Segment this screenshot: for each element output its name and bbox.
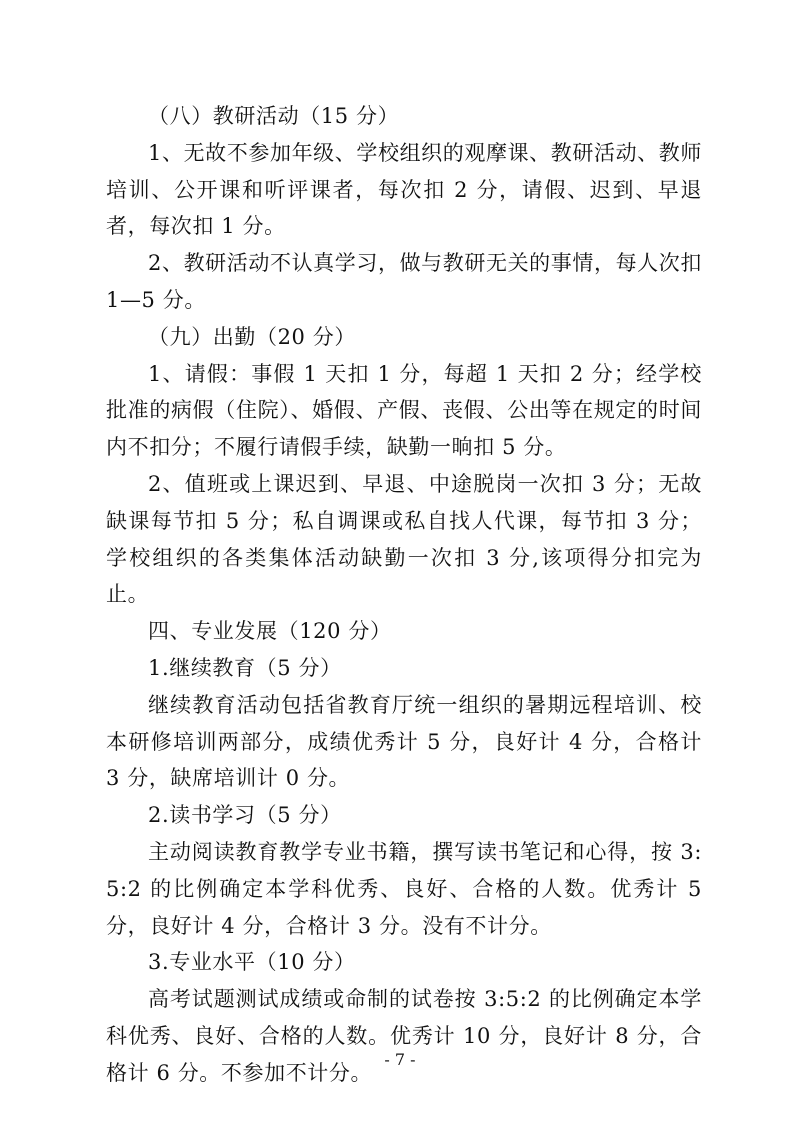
- page-number: - 7 -: [384, 1050, 416, 1069]
- paragraph-research-rule-2: 2、教研活动不认真学习，做与教研无关的事情，每人次扣 1—5 分。: [106, 251, 702, 312]
- paragraph-attendance-rule-2: 2、值班或上课迟到、早退、中途脱岗一次扣 3 分；无故缺课每节扣 5 分；私自调课或私自找人代课，每节扣 3 分；学校组织的各类集体活动缺勤一次扣 3 分,该项得分扣完为止。: [106, 471, 702, 607]
- section-heading-professional-development: 四、专业发展（120 分）: [148, 619, 392, 644]
- subheading-continuing-education: 1.继续教育（5 分）: [148, 655, 342, 680]
- section-heading-teaching-research: （八）教研活动（15 分）: [148, 104, 400, 128]
- paragraph-reading-study: 主动阅读教育教学专业书籍，撰写读书笔记和心得，按 3:5:2 的比例确定本学科优秀、良好、合格的人数。优秀计 5 分，良好计 4 分，合格计 3 分。没有不计分。: [106, 839, 702, 938]
- section-heading-attendance: （九）出勤（20 分）: [148, 324, 356, 349]
- paragraph-research-rule-1: 1、无故不参加年级、学校组织的观摩课、教研活动、教师培训、公开课和听评课者，每次扣 2 分，请假、迟到、早退者，每次扣 1 分。: [106, 140, 702, 239]
- paragraph-attendance-rule-1: 1、请假：事假 1 天扣 1 分，每超 1 天扣 2 分；经学校批准的病假（住院）、婚假、产假、丧假、公出等在规定的时间内不扣分；不履行请假手续，缺勤一晌扣 5 分。: [106, 361, 702, 460]
- subheading-professional-level: 3.专业水平（10 分）: [148, 950, 356, 975]
- document-body: [106, 98, 702, 1092]
- paragraph-professional-level: 高考试题测试成绩或命制的试卷按 3:5:2 的比例确定本学科优秀、良好、合格的人数。优秀计 10 分，良好计 8 分，合格计 6 分。不参加不计分。: [106, 987, 702, 1085]
- subheading-reading-study: 2.读书学习（5 分）: [148, 803, 342, 828]
- paragraph-continuing-education: 继续教育活动包括省教育厅统一组织的暑期远程培训、校本研修培训两部分，成绩优秀计 5 分，良好计 4 分，合格计 3 分，缺席培训计 0 分。: [106, 692, 702, 791]
